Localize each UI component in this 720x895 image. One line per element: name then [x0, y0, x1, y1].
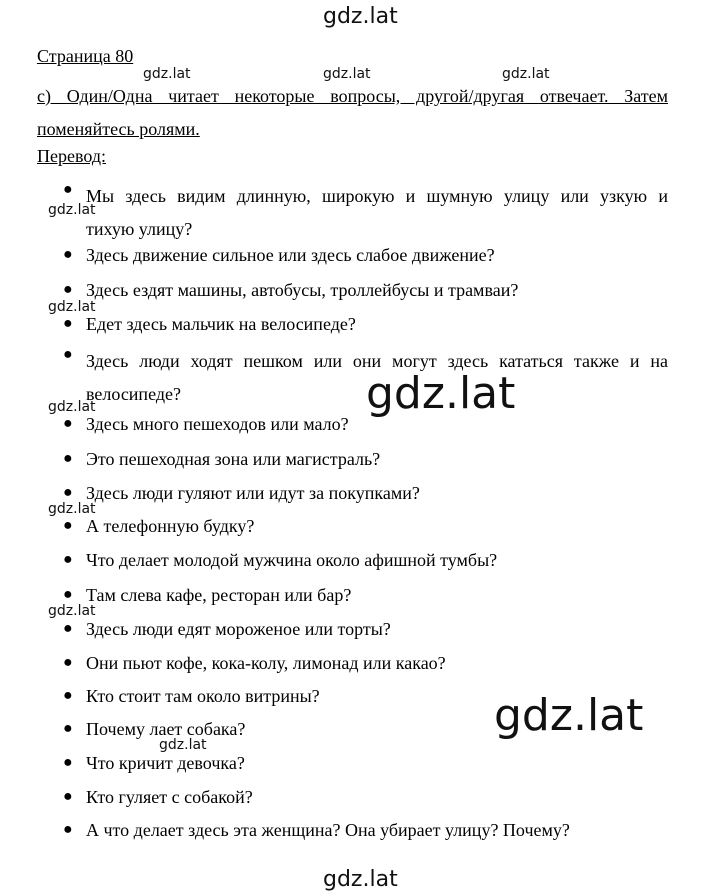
list-item [63, 314, 668, 336]
list-item [63, 345, 668, 411]
page-heading: Страница 80 [37, 46, 134, 66]
list-item [63, 619, 668, 641]
bullet-icon: ● [63, 788, 73, 805]
list-item [63, 483, 668, 505]
watermark: gdz.lat [502, 66, 550, 82]
list-item-line-1: Мы здесь видим длинную, широкую и шумную улицу или узкую и [86, 186, 668, 206]
list-item [63, 414, 668, 436]
bullet-icon: ● [63, 551, 73, 568]
bullet-icon: ● [63, 654, 73, 671]
list-item-text: Здесь движение сильное или здесь слабое движение? [86, 245, 495, 265]
bullet-icon: ● [63, 415, 73, 432]
list-item [63, 180, 668, 246]
list-item [63, 787, 668, 809]
bullet-icon: ● [63, 620, 73, 637]
task-instruction [37, 80, 668, 146]
bullet-icon: ● [63, 315, 73, 332]
watermark-top: gdz.lat [323, 4, 398, 29]
list-item-text: Это пешеходная зона или магистраль? [86, 449, 381, 469]
list-item-text: А телефонную будку? [86, 516, 255, 536]
list-item [63, 820, 668, 842]
list-item-text: Здесь люди едят мороженое или торты? [86, 619, 391, 639]
list-item-text: Кто гуляет с собакой? [86, 787, 253, 807]
watermark: gdz.lat [159, 737, 207, 753]
bullet-icon: ● [63, 450, 73, 467]
bullet-icon: ● [63, 281, 73, 298]
bullet-icon: ● [63, 754, 73, 771]
bullet-icon: ● [63, 181, 73, 198]
list-item-text: Там слева кафе, ресторан или бар? [86, 585, 352, 605]
watermark-bottom: gdz.lat [323, 867, 398, 892]
watermark: gdz.lat [143, 66, 191, 82]
list-item [63, 280, 668, 302]
list-item [63, 585, 668, 607]
list-item-text: Они пьют кофе, кока-колу, лимонад или какао? [86, 653, 446, 673]
task-line-2: поменяйтесь ролями. [37, 119, 200, 139]
list-item [63, 753, 668, 775]
list-item-text: Здесь ездят машины, автобусы, троллейбусы и трамваи? [86, 280, 519, 300]
task-line-1: c) Один/Одна читает некоторые вопросы, другой/другая отвечает. Затем [37, 86, 668, 106]
list-item-text: Что делает молодой мужчина около афишной тумбы? [86, 550, 498, 570]
bullet-icon: ● [63, 517, 73, 534]
list-item-line-2: велосипеде? [86, 384, 181, 404]
bullet-icon: ● [63, 821, 73, 838]
list-item [63, 653, 668, 675]
list-item-text: Почему лает собака? [86, 719, 246, 739]
watermark-large: gdz.lat [366, 368, 516, 419]
list-item [63, 449, 668, 471]
list-item [63, 719, 668, 741]
list-item [63, 516, 668, 538]
list-item-text: А что делает здесь эта женщина? Она убирает улицу? Почему? [86, 820, 570, 840]
list-item-text: Едет здесь мальчик на велосипеде? [86, 314, 356, 334]
bullet-icon: ● [63, 484, 73, 501]
bullet-icon: ● [63, 346, 73, 363]
watermark: gdz.lat [48, 501, 96, 517]
watermark: gdz.lat [323, 66, 371, 82]
list-item [63, 245, 668, 267]
bullet-icon: ● [63, 687, 73, 704]
list-item-text: Что кричит девочка? [86, 753, 245, 773]
list-item [63, 550, 668, 572]
list-item-text: Здесь много пешеходов или мало? [86, 414, 349, 434]
watermark: gdz.lat [48, 202, 96, 218]
bullet-icon: ● [63, 720, 73, 737]
list-item-text: Здесь люди гуляют или идут за покупками? [86, 483, 420, 503]
watermark: gdz.lat [48, 603, 96, 619]
watermark: gdz.lat [48, 299, 96, 315]
watermark-large: gdz.lat [494, 690, 644, 741]
translation-heading: Перевод: [37, 146, 106, 166]
list-item-line-1: Здесь люди ходят пешком или они могут здесь кататься также и на [86, 351, 668, 371]
list-item-line-2: тихую улицу? [86, 219, 193, 239]
bullet-icon: ● [63, 246, 73, 263]
watermark: gdz.lat [48, 399, 96, 415]
list-item-text: Кто стоит там около витрины? [86, 686, 320, 706]
list-item [63, 686, 668, 708]
bullet-icon: ● [63, 586, 73, 603]
